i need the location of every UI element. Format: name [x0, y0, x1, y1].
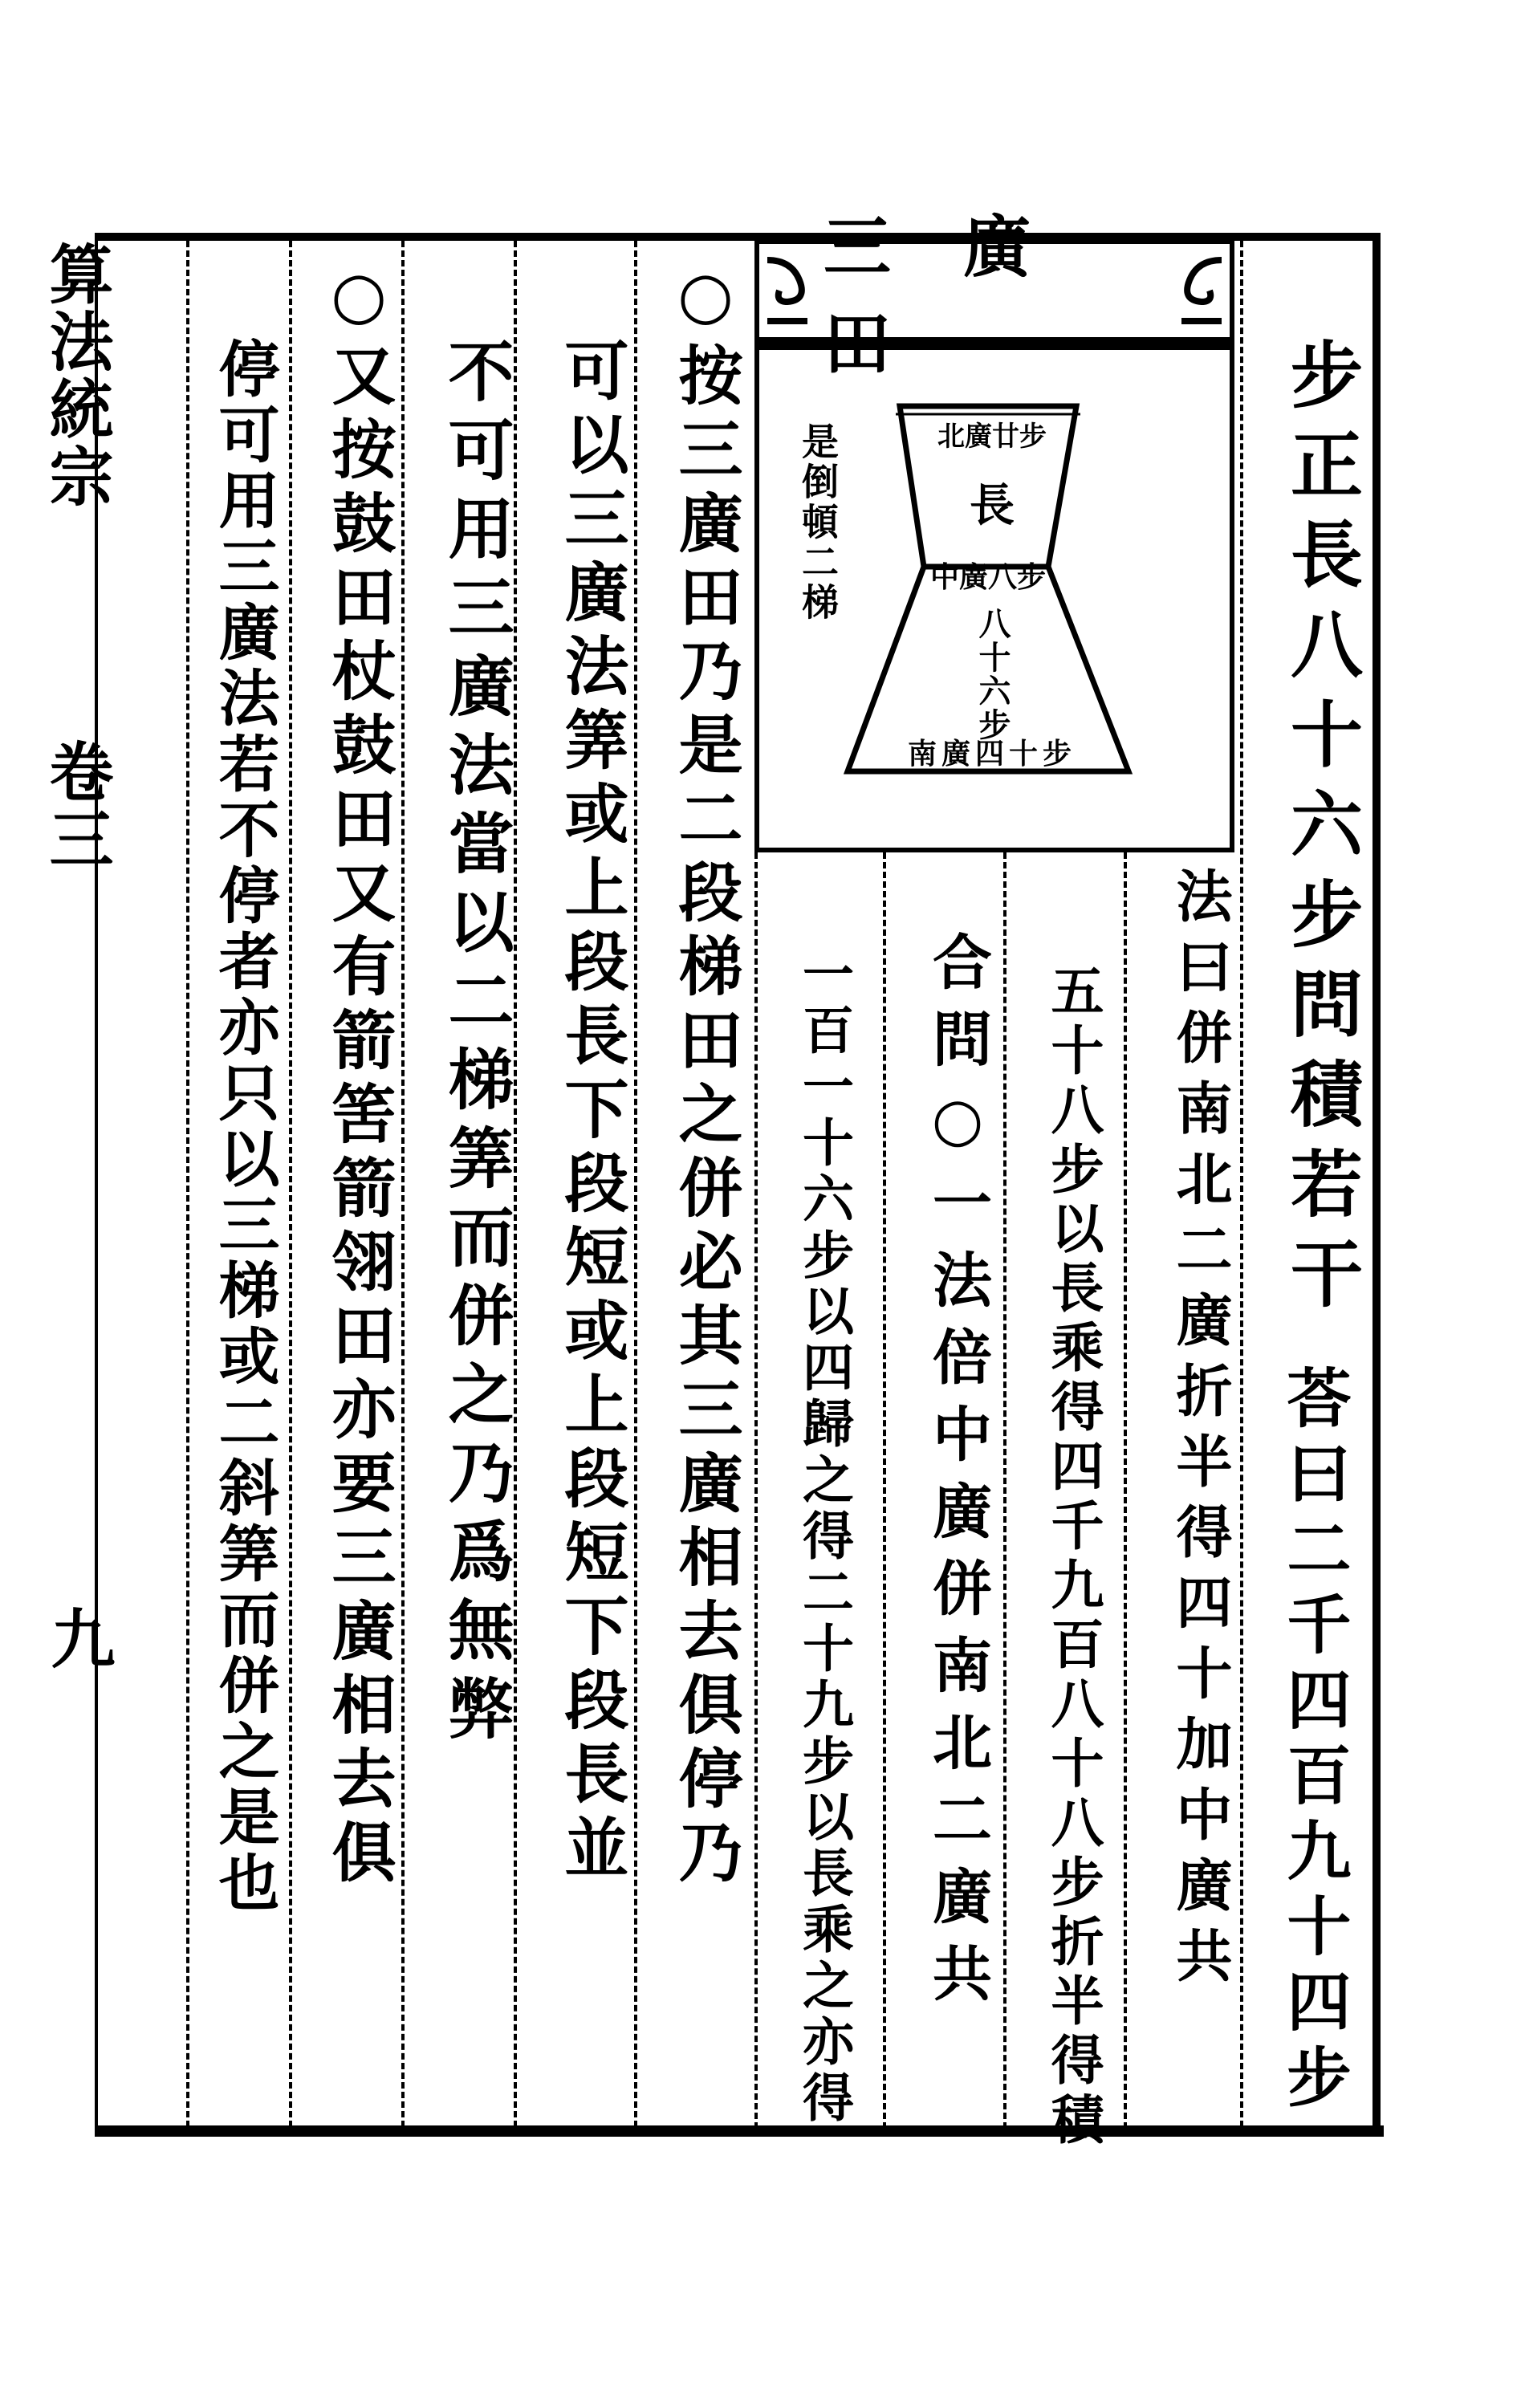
text-column-1: 步正長八十六步問積若干 — [1278, 337, 1363, 1326]
diagram-label-length-lower: 八十六步 — [974, 607, 1011, 742]
margin-book-title: 算法統宗 — [39, 241, 114, 510]
text-column-4: 合問○一法倍中廣併南北二廣共 — [923, 931, 992, 2020]
column-rule — [1124, 852, 1127, 2129]
diagram-label-length-upper: 長 — [970, 479, 1015, 532]
text-column-9: ○又按鼓田杖鼓田又有箭筈箭翎田亦要三廣相去俱 — [321, 257, 396, 1893]
diagram-box — [754, 345, 1234, 852]
column-rule — [289, 241, 292, 2127]
column-rule — [1003, 852, 1007, 2129]
diagram-title-bar — [754, 207, 1234, 384]
margin-volume: 卷三 — [39, 738, 114, 873]
diagram-label-middle: 中廣八步 — [929, 560, 1046, 594]
text-column-2: 法曰併南北二廣折半得四十加中廣共 — [1167, 867, 1234, 1997]
bottom-rule — [98, 2125, 1384, 2137]
page-number: 九 — [40, 1605, 116, 1684]
column-rule — [186, 241, 189, 2127]
text-column-3: 五十八步以長乘得四千九百八十八步折半得積 — [1042, 963, 1104, 2151]
text-column-10: 停可用三廣法若不停者亦只以三梯或二斜筭而併之是也 — [209, 337, 280, 1917]
margin-rule — [95, 233, 98, 2137]
text-column-7: 可以三廣法筭或上段長下段短或上段短下段長並 — [554, 337, 629, 1888]
column-rule — [754, 852, 758, 2129]
diagram-note: 是倒頓二梯 — [796, 422, 840, 623]
text-column-8: 不可用三廣法當以二梯筭而併之乃爲無弊 — [437, 337, 514, 1753]
column-rule — [883, 852, 886, 2129]
diagram-label-bottom: 南廣四十步 — [907, 737, 1076, 771]
diagram-label-top: 北廣廿步 — [937, 421, 1047, 453]
answer-text: 荅曰二千四百九十四步 — [1276, 1365, 1352, 2119]
text-column-6: ○按三廣田乃是二段梯田之併必其三廣相去俱停乃 — [668, 257, 743, 1893]
text-column-5: 一百一十六步以四歸之得二十九步以長乘之亦得 — [794, 947, 854, 2127]
diagram-title: 三廣田 — [824, 207, 1104, 384]
